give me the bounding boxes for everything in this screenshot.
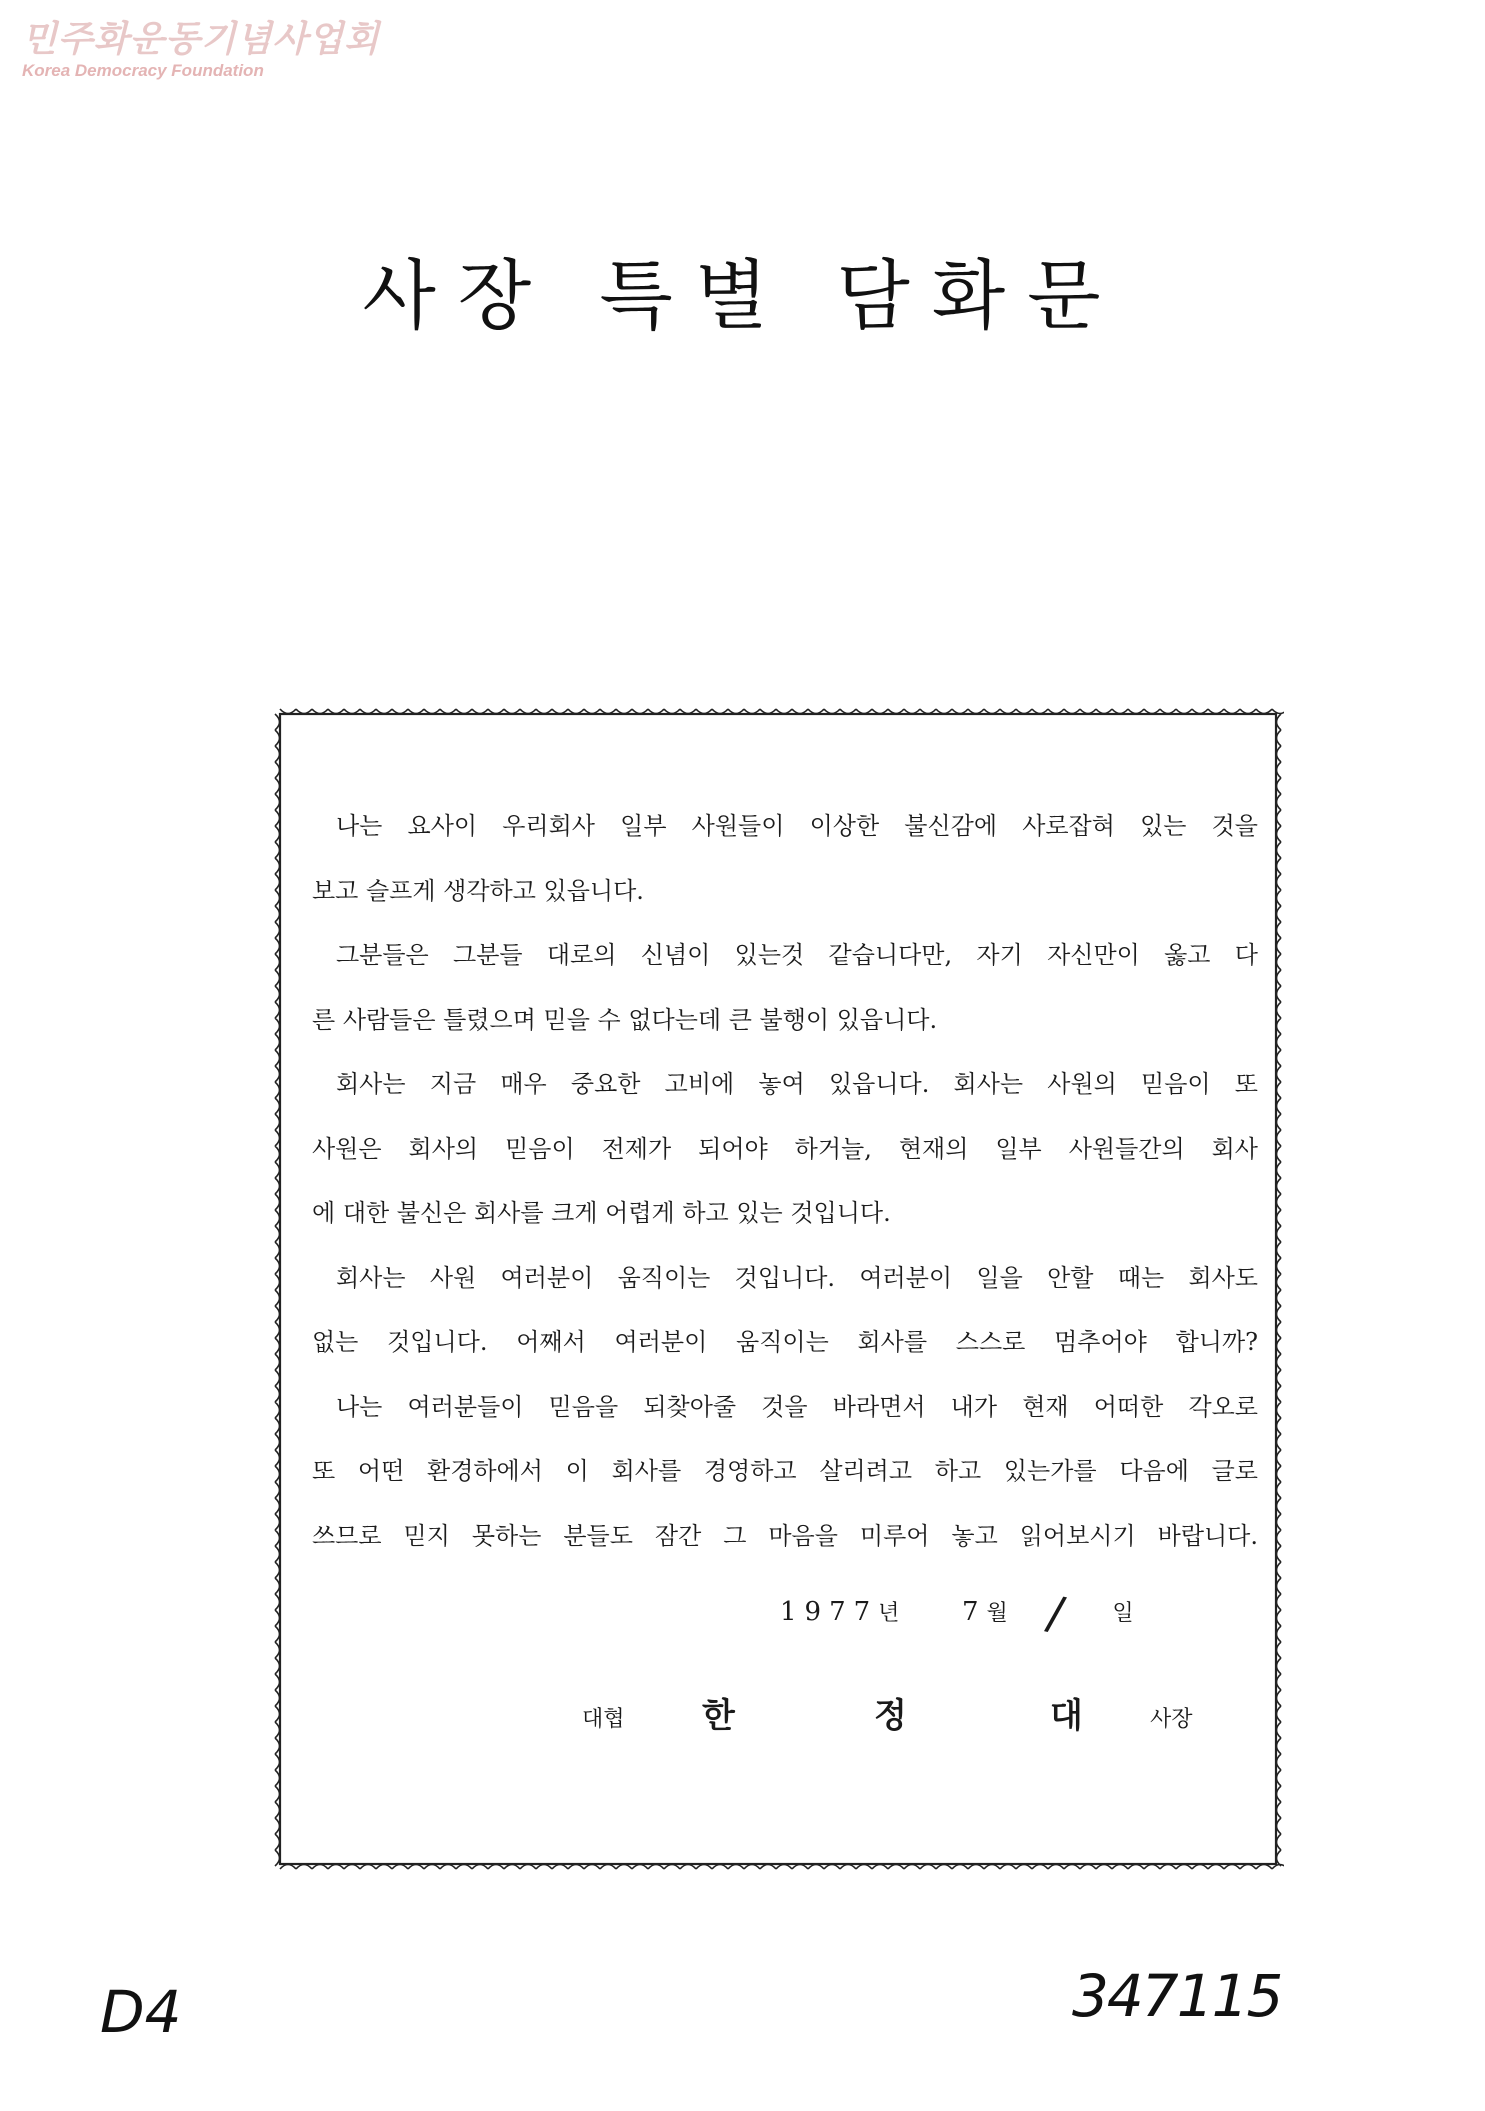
body-line: 없는 것입니다. 어째서 여러분이 움직이는 회사를 스스로 멈추어야 합니까? xyxy=(312,1328,1258,1356)
watermark-logo xyxy=(22,18,380,82)
signer-name-3: 대 xyxy=(1050,1696,1083,1736)
body-line: 회사는 사원 여러분이 움직이는 것입니다. 여러분이 일을 안할 때는 회사도 xyxy=(336,1263,1258,1292)
body-line: 그분들은 그분들 대로의 신념이 있는것 같습니다만, 자기 자신만이 옳고 다 xyxy=(336,941,1258,969)
signer-title: 사장 xyxy=(1150,1707,1193,1732)
handwritten-note-right: 347115 xyxy=(1072,1962,1282,2030)
body-line: 회사는 지금 매우 중요한 고비에 놓여 있읍니다. 회사는 사원의 믿음이 또 xyxy=(336,1070,1258,1098)
body-line: 쓰므로 믿지 못하는 분들도 잠간 그 마음을 미루어 놓고 읽어보시기 바랍니다. xyxy=(312,1521,1258,1550)
statement-date xyxy=(780,1596,1134,1627)
date-month: 7 xyxy=(961,1597,987,1627)
handwritten-note-left: D4 xyxy=(100,1978,182,2046)
body-line: 또 어떤 환경하에서 이 회사를 경영하고 살리려고 하고 있는가를 다음에 글로 xyxy=(312,1457,1258,1485)
body-line: 나는 여러분들이 믿음을 되찾아줄 것을 바라면서 내가 현재 어떠한 각오로 xyxy=(336,1392,1258,1421)
company-name: 대협 xyxy=(582,1707,625,1732)
body-line: 에 대한 불신은 회사를 크게 어렵게 하고 있는 것입니다. xyxy=(312,1199,891,1227)
body-line: 른 사람들은 틀렸으며 믿을 수 없다는데 큰 불행이 있읍니다. xyxy=(312,1005,938,1034)
body-line: 나는 요사이 우리회사 일부 사원들이 이상한 불신감에 사로잡혀 있는 것을 xyxy=(336,812,1258,840)
signer-name-2: 정 xyxy=(874,1696,907,1736)
watermark-name-korean: 민주화운동기념사업회 xyxy=(22,19,380,60)
date-year: 1977 xyxy=(780,1597,879,1627)
statement-body xyxy=(312,794,1258,1568)
date-month-unit: 월 xyxy=(986,1601,1008,1626)
signer-name-1: 한 xyxy=(702,1696,735,1736)
body-line: 사원은 회사의 믿음이 전제가 되어야 하거늘, 현재의 일부 사원들간의 회사 xyxy=(312,1134,1258,1163)
watermark-name-english: Korea Democracy Foundation xyxy=(22,61,264,80)
document-title: 사장 특별 담화문 xyxy=(362,251,1123,340)
body-line: 보고 슬프게 생각하고 있읍니다. xyxy=(312,876,644,905)
date-year-unit: 년 xyxy=(878,1601,900,1626)
date-day-unit: 일 xyxy=(1112,1601,1134,1626)
date-day-handwritten: / xyxy=(1042,1584,1069,1642)
